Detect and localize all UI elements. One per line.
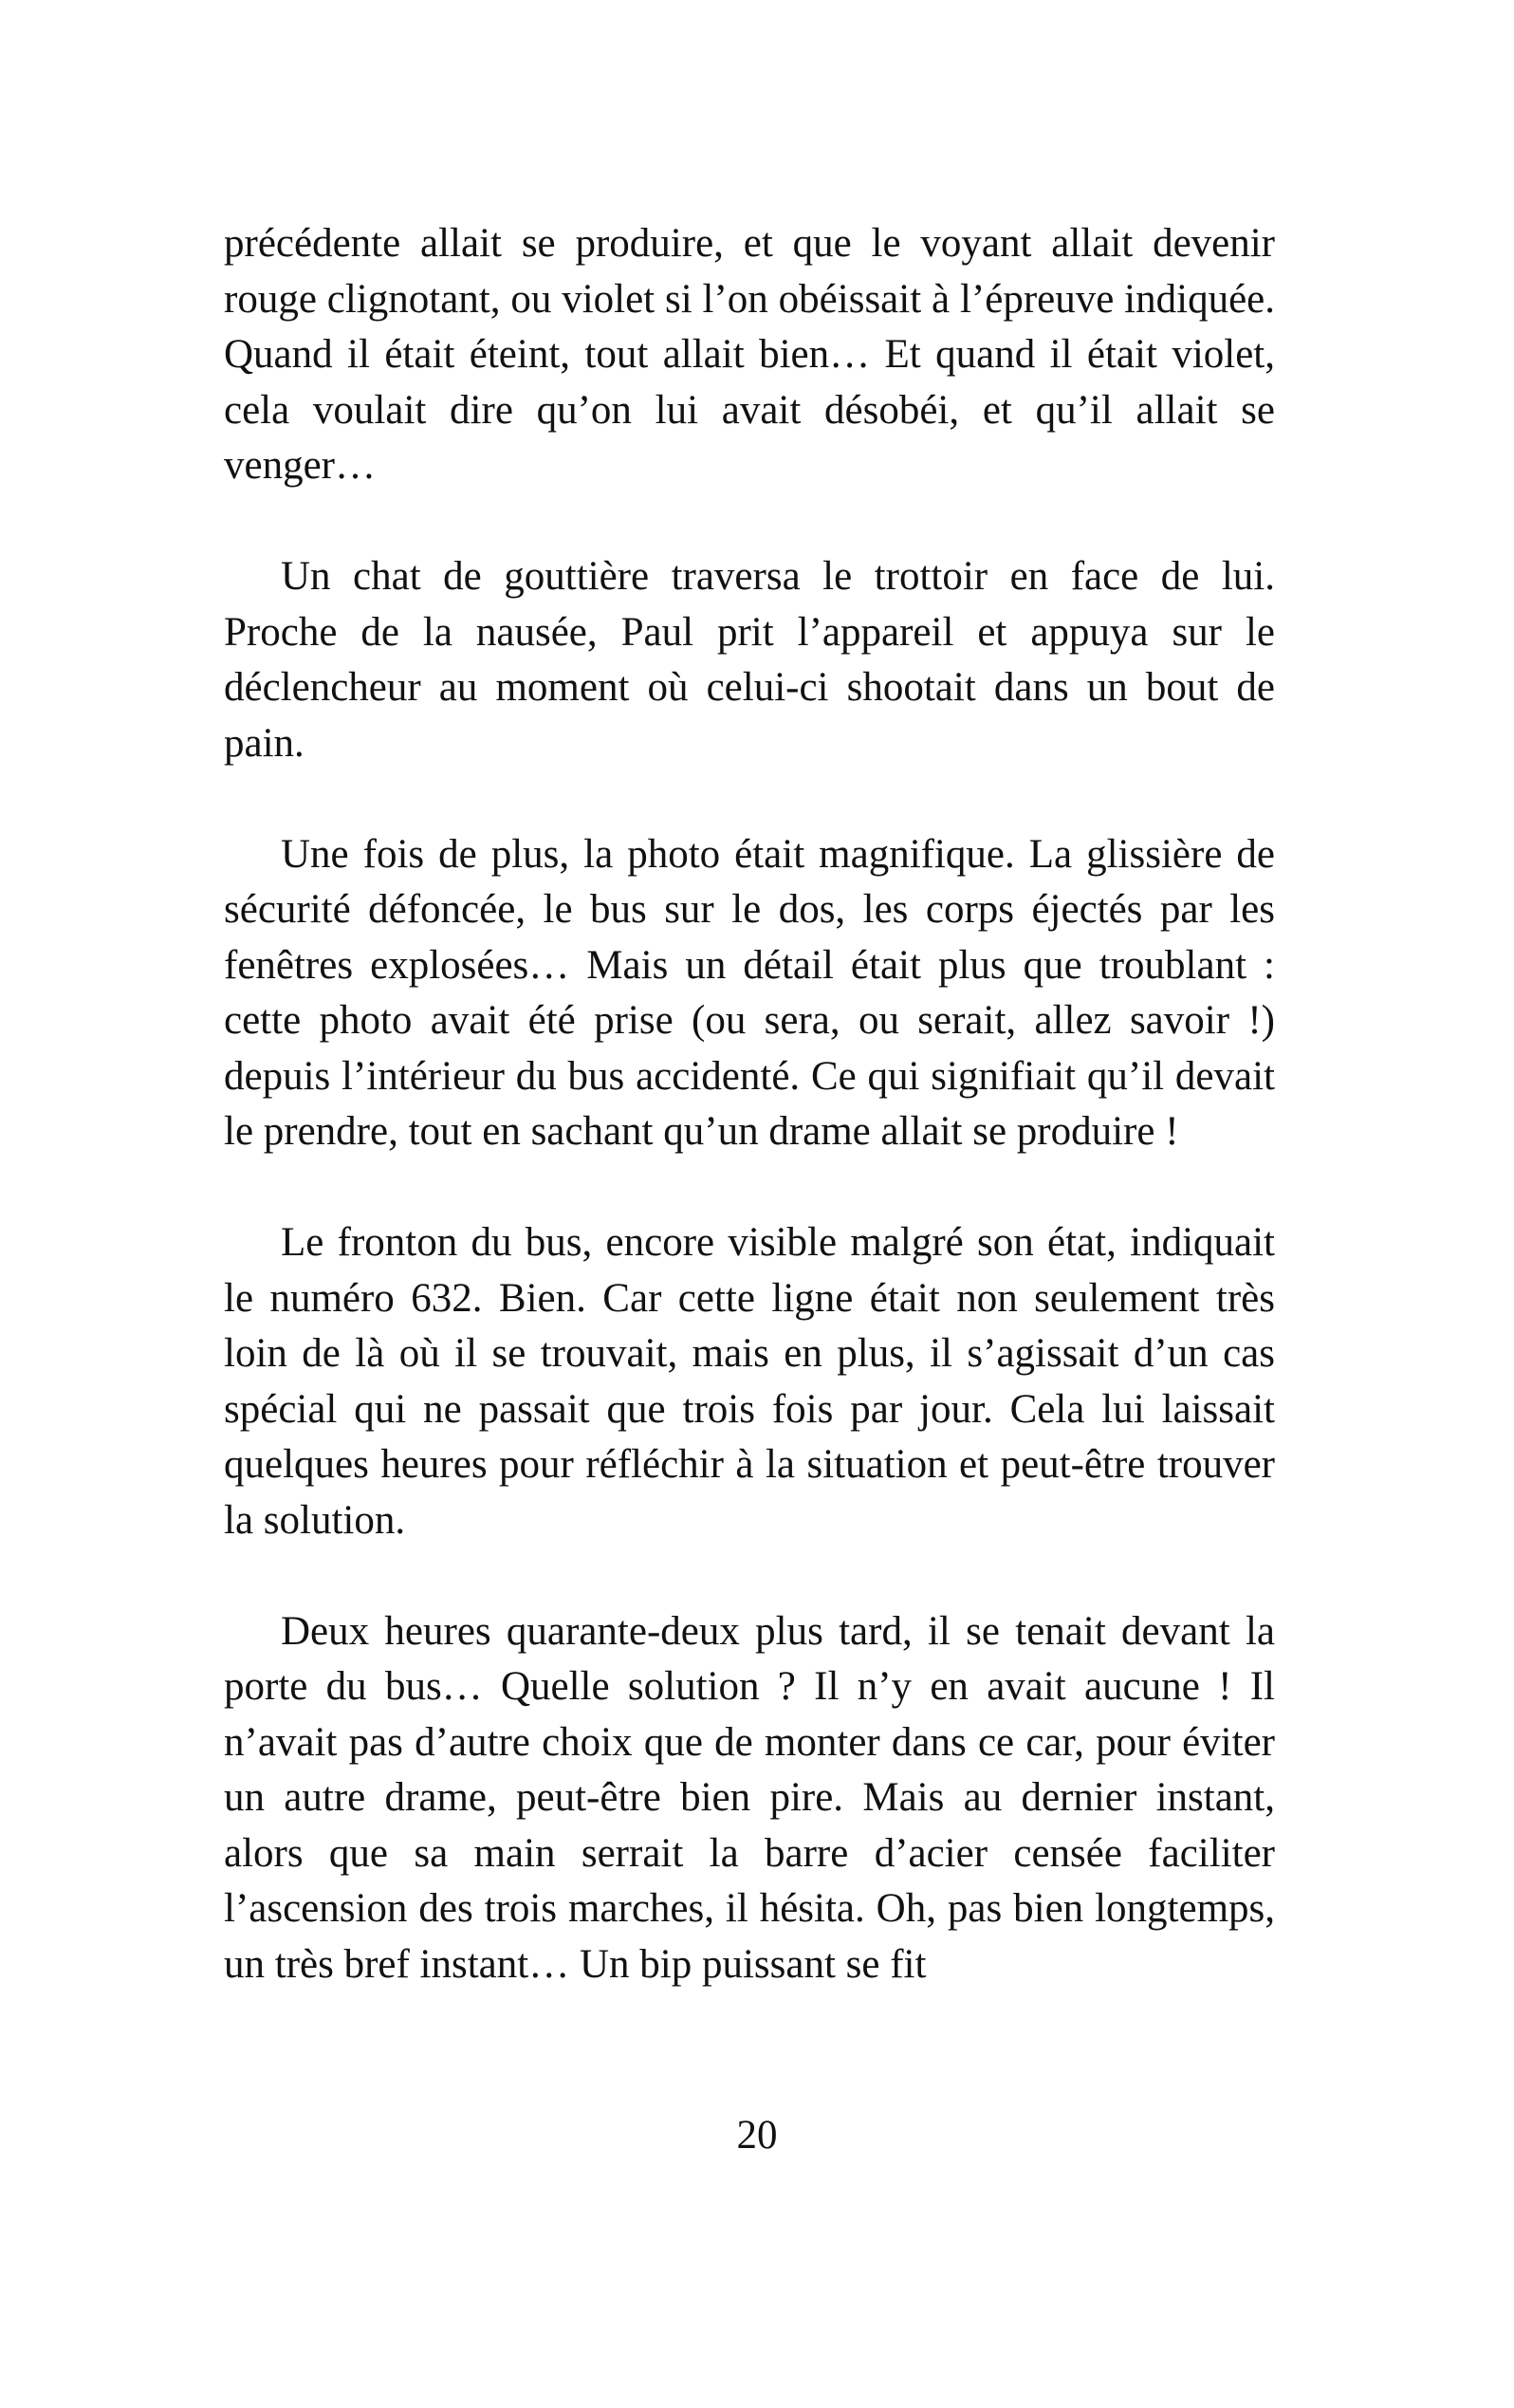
- paragraph-bus-number: Le fronton du bus, encore visible malgré son état, indiquait le numéro 632. Bien. Car cette ligne était non seulement très loin de là où il se trouvait, mais en plus, il s’agissait d’un cas spécial qui ne passait que trois fois par jour. Cela lui laissait quelques heures pour réfléchir à la situation et peut-être trouver la solution.: [224, 1220, 1275, 1543]
- body-text: [224, 216, 1275, 1992]
- paragraph-cat: Un chat de gouttière traversa le trottoir en face de lui. Proche de la nausée, Paul prit l’appareil et appuya sur le déclencheur au moment où celui-ci shootait dans un bout de pain.: [224, 554, 1275, 766]
- paragraph-bus-door: Deux heures quarante-deux plus tard, il se tenait devant la porte du bus… Quelle solution ? Il n’y en avait aucune ! Il n’avait pas d’autre choix que de monter dans ce car, pour éviter un autre drame, peut-être bien pire. Mais au dernier instant, alors que sa main serrait la barre d’acier censée faciliter l’ascension des trois marches, il hésita. Oh, pas bien longtemps, un très bref instant… Un bip puissant se fit: [224, 1608, 1275, 1987]
- page-number: 20: [736, 2113, 778, 2158]
- paragraph-photo: Une fois de plus, la photo était magnifique. La glissière de sécurité défoncée, le bus sur le dos, les corps éjectés par les fenêtres explosées… Mais un détail était plus que troublant : cette photo avait été prise (ou sera, ou serait, allez savoir !) depuis l’intérieur du bus accidenté. Ce qui signifiait qu’il devait le prendre, tout en sachant qu’un drame allait se produire !: [224, 831, 1275, 1154]
- paragraph-continuation: précédente allait se produire, et que le voyant allait devenir rouge clignotant, ou violet si l’on obéissait à l’épreuve indiquée. Quand il était éteint, tout allait bien… Et quand il était violet, cela voulait dire qu’on lui avait désobéi, et qu’il allait se venger…: [224, 221, 1275, 488]
